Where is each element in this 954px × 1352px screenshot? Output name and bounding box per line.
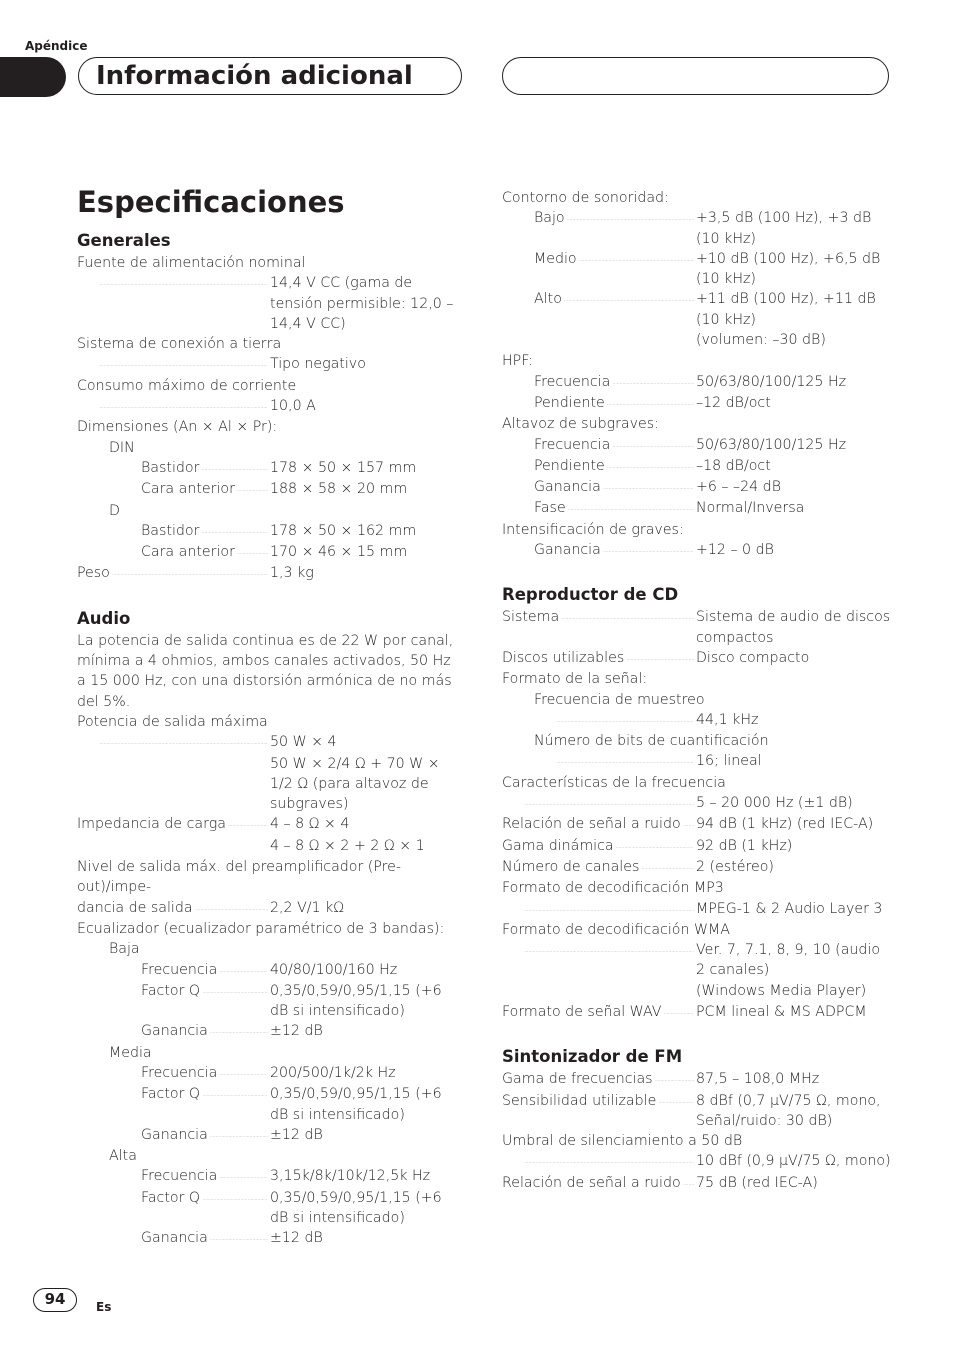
spec-row: [502, 498, 892, 519]
spec-value: Normal/Inversa: [696, 500, 805, 517]
spec-label: Fuente de alimentación nominal: [77, 255, 306, 271]
spec-row: [502, 1091, 892, 1132]
spec-value: +12 – 0 dB: [696, 542, 774, 559]
spec-value: (Windows Media Player): [696, 982, 867, 999]
spec-sublabel: Alta: [109, 1148, 137, 1165]
spec-label: Intensificación de graves:: [502, 521, 684, 538]
spec-value: 170 × 46 × 15 mm: [270, 544, 408, 561]
section-heading-cd: Reproductor de CD: [502, 585, 679, 605]
spec-value: ±12 dB: [270, 1126, 323, 1143]
spec-row: [77, 521, 463, 542]
header-empty-frame: [502, 57, 889, 95]
spec-row: [502, 607, 892, 648]
spec-value: 4 – 8 Ω × 4: [270, 816, 350, 833]
spec-label: Factor Q: [141, 982, 201, 999]
spec-label: Formato de señal WAV: [502, 1003, 662, 1020]
spec-value: 10 dBf (0,9 μV/75 Ω, mono): [696, 1153, 891, 1170]
spec-label: Características de la frecuencia: [502, 774, 726, 791]
spec-label: Número de canales: [502, 858, 640, 875]
spec-value: 8 dBf (0,7 μV/75 Ω, mono, Señal/ruido: 30 dB): [696, 1092, 881, 1129]
spec-label: Frecuencia de muestreo: [534, 691, 705, 708]
spec-label: Discos utilizables: [502, 649, 625, 666]
spec-row: [77, 981, 463, 1022]
spec-label: Formato de decodificación MP3: [502, 880, 724, 897]
spec-value: 50/63/80/100/125 Hz: [696, 436, 847, 453]
spec-label: Frecuencia: [141, 961, 218, 978]
spec-label: Frecuencia: [534, 373, 611, 390]
spec-value: MPEG-1 & 2 Audio Layer 3: [696, 900, 883, 917]
section-heading-audio: Audio: [77, 608, 131, 628]
spec-value: 50 W × 2/4 Ω + 70 W × 1/2 Ω (para altavoz de subgraves): [270, 755, 440, 813]
spec-value: (volumen: –30 dB): [696, 332, 826, 349]
spec-value: +6 – –24 dB: [696, 479, 781, 496]
spec-label: Pendiente: [534, 394, 605, 411]
spec-value: 75 dB (red IEC-A): [696, 1174, 818, 1191]
spec-row: [77, 479, 463, 500]
spec-value: 50/63/80/100/125 Hz: [696, 373, 847, 390]
spec-row: [502, 372, 892, 393]
spec-label: Gama dinámica: [502, 837, 614, 854]
spec-row: [502, 393, 892, 414]
spec-row: [502, 793, 892, 814]
spec-row: [502, 1151, 892, 1172]
spec-label: Frecuencia: [141, 1064, 218, 1081]
spec-label: Alto: [534, 291, 562, 308]
spec-label: Cara anterior: [141, 481, 235, 498]
spec-row: [502, 456, 892, 477]
spec-label: HPF:: [502, 353, 534, 370]
spec-value: ±12 dB: [270, 1230, 323, 1247]
spec-row: [77, 1188, 463, 1229]
spec-label: Dimensiones (An × Al × Pr):: [77, 419, 278, 436]
spec-row: [502, 477, 892, 498]
spec-label: Ganancia: [534, 542, 601, 559]
spec-label: Factor Q: [141, 1086, 201, 1103]
spec-sublabel: Baja: [109, 941, 140, 958]
spec-value: 178 × 50 × 162 mm: [270, 522, 417, 539]
spec-label: Medio: [534, 250, 577, 267]
spec-label: Fase: [534, 500, 566, 517]
spec-value: Ver. 7, 7.1, 8, 9, 10 (audio 2 canales): [696, 942, 881, 979]
spec-label: dancia de salida: [77, 899, 193, 916]
section-heading-generales: Generales: [77, 231, 171, 250]
spec-value: 50 W × 4: [270, 734, 337, 751]
spec-label: Cara anterior: [141, 544, 235, 561]
spec-value: PCM lineal & MS ADPCM: [696, 1003, 867, 1020]
spec-label: Frecuencia: [534, 436, 611, 453]
spec-sublabel: DIN: [109, 439, 135, 456]
spec-row: [77, 1166, 463, 1187]
spec-sublabel: D: [109, 502, 120, 519]
spec-value: Tipo negativo: [270, 356, 366, 373]
spec-label: Gama de frecuencias: [502, 1071, 653, 1088]
spec-row: [502, 940, 892, 981]
spec-label: Sistema: [502, 609, 560, 626]
spec-value: 14,4 V CC (gama de tensión permisible: 12,0 – 14,4 V CC): [270, 275, 454, 332]
spec-row: [502, 1002, 892, 1023]
spec-label: Ganancia: [141, 1126, 208, 1143]
spec-label: Factor Q: [141, 1189, 201, 1206]
left-column: [77, 231, 463, 1250]
spec-label: Sistema de conexión a tierra: [77, 336, 282, 353]
spec-row: [77, 1063, 463, 1084]
spec-value: 5 – 20 000 Hz (±1 dB): [696, 795, 853, 812]
spec-row: [77, 732, 463, 753]
section-tab: [0, 57, 66, 97]
spec-label: Ganancia: [534, 479, 601, 496]
spec-value: 0,35/0,59/0,95/1,15 (+6 dB si intensificado): [270, 982, 442, 1020]
spec-label: Altavoz de subgraves:: [502, 416, 659, 433]
spec-label: Relación de señal a ruido: [502, 816, 681, 833]
right-column: [502, 188, 892, 1194]
spec-label: Formato de la señal:: [502, 671, 648, 688]
spec-value: 200/500/1k/2k Hz: [270, 1064, 396, 1081]
spec-sublabel: Media: [109, 1044, 152, 1061]
spec-label: Potencia de salida máxima: [77, 713, 268, 730]
spec-label: Bajo: [534, 210, 565, 227]
spec-row: [77, 1125, 463, 1146]
spec-value: –18 dB/oct: [696, 457, 771, 474]
spec-value: +10 dB (100 Hz), +6,5 dB (10 kHz): [696, 250, 881, 288]
spec-row: [502, 249, 892, 290]
spec-row: [502, 814, 892, 835]
spec-row: [502, 857, 892, 878]
spec-label: Bastidor: [141, 459, 200, 476]
section-label: Apéndice: [25, 39, 88, 53]
header-title: Información adicional: [96, 61, 413, 91]
spec-row: [77, 814, 463, 835]
spec-value: 94 dB (1 kHz) (red IEC-A): [696, 816, 874, 833]
spec-row: [77, 960, 463, 981]
spec-row: [502, 1173, 892, 1194]
spec-value: ±12 dB: [270, 1023, 323, 1040]
spec-value: Disco compacto: [696, 649, 810, 666]
spec-label: Pendiente: [534, 457, 605, 474]
spec-row: [77, 273, 463, 334]
spec-value: 1,3 kg: [270, 565, 314, 582]
spec-label: Formato de decodificación WMA: [502, 921, 730, 938]
spec-row: [77, 836, 463, 857]
spec-label: Número de bits de cuantificación: [534, 733, 769, 750]
spec-value: 92 dB (1 kHz): [696, 837, 793, 854]
spec-value: 188 × 58 × 20 mm: [270, 481, 408, 498]
spec-row: [502, 648, 892, 669]
spec-value: 44,1 kHz: [696, 711, 759, 728]
spec-label: Contorno de sonoridad:: [502, 190, 669, 206]
spec-value: 2,2 V/1 kΩ: [270, 899, 345, 916]
spec-value: 2 (estéreo): [696, 858, 774, 875]
spec-value: 4 – 8 Ω × 2 + 2 Ω × 1: [270, 837, 425, 854]
spec-label: Umbral de silenciamiento a 50 dB: [502, 1133, 743, 1150]
spec-row: [502, 540, 892, 561]
spec-row: [502, 836, 892, 857]
spec-row: [502, 435, 892, 456]
section-heading-fm: Sintonizador de FM: [502, 1047, 683, 1067]
page-title: Especificaciones: [77, 185, 345, 219]
spec-value: 3,15k/8k/10k/12,5k Hz: [270, 1168, 431, 1185]
spec-label: Nivel de salida máx. del preamplificador (Pre-out)/impe-: [77, 859, 401, 896]
spec-row: [502, 899, 892, 920]
spec-label: Peso: [77, 565, 110, 582]
spec-value: 16; lineal: [696, 753, 762, 770]
spec-row: [77, 898, 463, 919]
spec-row: [77, 354, 463, 375]
spec-row: [77, 542, 463, 563]
audio-intro: La potencia de salida continua es de 22 W por canal, mínima a 4 ohmios, ambos canales activados, 50 Hz a 15 000 Hz, con una distorsión armónica de no más del 5%.: [77, 632, 454, 710]
spec-value: Sistema de audio de discos compactos: [696, 609, 891, 646]
spec-row: [77, 458, 463, 479]
spec-row: [502, 330, 892, 351]
spec-row: [502, 289, 892, 330]
spec-row: [77, 1228, 463, 1249]
spec-row: [502, 1069, 892, 1090]
spec-value: +11 dB (100 Hz), +11 dB (10 kHz): [696, 291, 876, 328]
spec-label: Consumo máximo de corriente: [77, 377, 297, 394]
spec-row: [502, 710, 892, 731]
spec-row: [77, 1084, 463, 1125]
spec-label: Ganancia: [141, 1230, 208, 1247]
spec-row: [77, 1021, 463, 1042]
spec-label: Frecuencia: [141, 1168, 218, 1185]
spec-value: 0,35/0,59/0,95/1,15 (+6 dB si intensificado): [270, 1189, 442, 1227]
spec-label: Ecualizador (ecualizador paramétrico de 3 bandas):: [77, 920, 445, 937]
spec-row: [77, 396, 463, 417]
spec-row: [77, 563, 463, 584]
spec-value: 178 × 50 × 157 mm: [270, 459, 417, 476]
spec-value: 87,5 – 108,0 MHz: [696, 1071, 820, 1088]
spec-label: Sensibilidad utilizable: [502, 1092, 657, 1109]
spec-label: Bastidor: [141, 522, 200, 539]
spec-label: Impedancia de carga: [77, 816, 226, 833]
spec-row: [502, 208, 892, 249]
page-number: 94: [44, 1290, 66, 1308]
language-code: Es: [96, 1300, 112, 1314]
spec-label: Relación de señal a ruido: [502, 1174, 681, 1191]
spec-value: 40/80/100/160 Hz: [270, 961, 398, 978]
spec-value: 10,0 A: [270, 398, 316, 415]
spec-label: Ganancia: [141, 1023, 208, 1040]
spec-row: [77, 754, 463, 815]
spec-value: +3,5 dB (100 Hz), +3 dB (10 kHz): [696, 210, 872, 247]
spec-value: 0,35/0,59/0,95/1,15 (+6 dB si intensificado): [270, 1086, 442, 1123]
spec-row: [502, 981, 892, 1002]
spec-row: [502, 751, 892, 772]
spec-value: –12 dB/oct: [696, 394, 771, 411]
